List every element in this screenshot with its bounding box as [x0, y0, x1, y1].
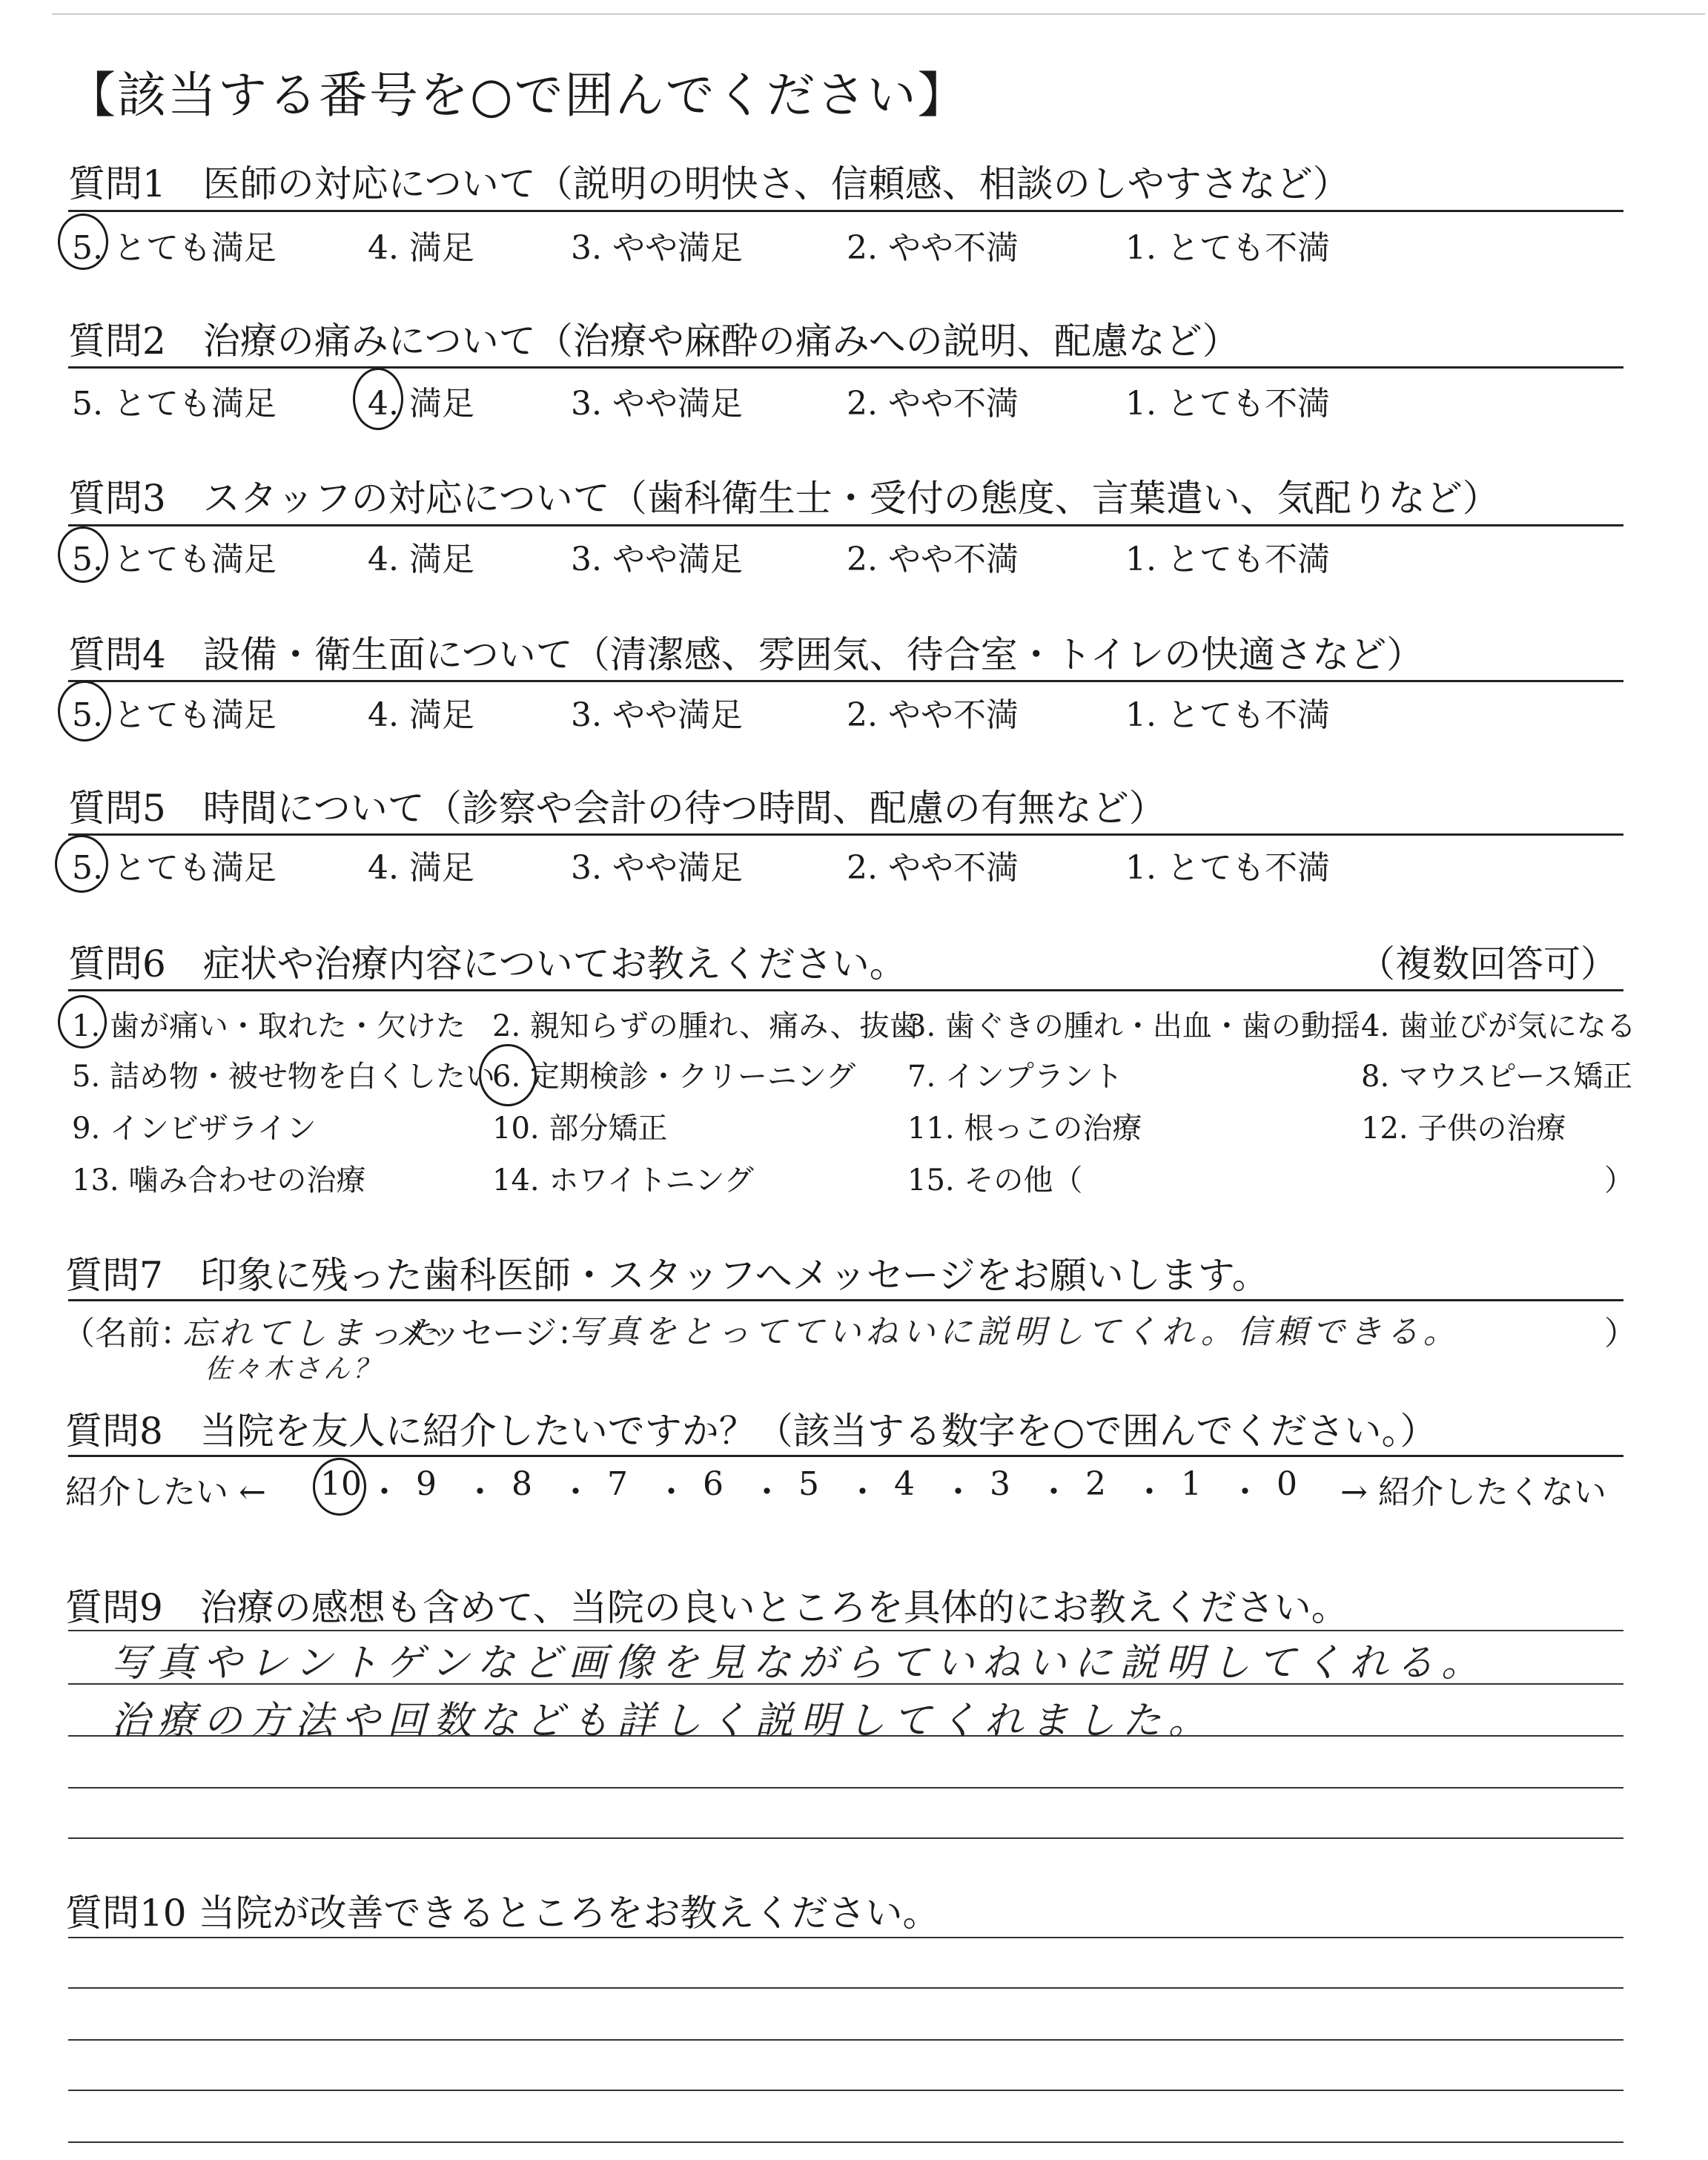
q2-selection-circle — [353, 368, 403, 430]
top-border — [52, 13, 1705, 15]
q9-line-4 — [68, 1787, 1623, 1789]
q8-scale-separator: ・ — [750, 1473, 784, 1511]
q6-option-5[interactable]: 5. 詰め物・被せ物を白くしたい — [72, 1060, 495, 1094]
q1-option-2[interactable]: 2. やや不満 — [847, 229, 1019, 267]
q3-rule — [68, 524, 1623, 526]
q1-rule — [68, 210, 1623, 212]
q7-name-value[interactable]: 忘れてしまった — [182, 1315, 442, 1353]
q8-scale-value-0[interactable]: 0 — [1277, 1465, 1297, 1503]
q10-line-3 — [68, 2039, 1623, 2041]
q6-rule — [68, 989, 1623, 991]
q8-left-label: 紹介したい ← — [65, 1473, 266, 1511]
q3-selection-circle — [58, 526, 108, 583]
q2-option-1[interactable]: 1. とても不満 — [1125, 385, 1330, 423]
q8-scale-value-5[interactable]: 5 — [798, 1465, 819, 1503]
q6-note: （複数回答可） — [1358, 942, 1618, 985]
q1-option-5[interactable]: 5. とても満足 — [72, 229, 277, 267]
q2-rule — [68, 366, 1623, 369]
q3-title: 質問3 スタッフの対応について（歯科衛生士・受付の態度、言葉遣い、気配りなど） — [68, 477, 1500, 520]
q8-scale-value-4[interactable]: 4 — [894, 1465, 915, 1503]
q4-option-3[interactable]: 3. やや満足 — [571, 696, 743, 734]
q6-selection-circle-6 — [479, 1044, 537, 1106]
q9-answer-line-2[interactable]: 治療の方法や回数なども詳しく説明してくれました。 — [111, 1699, 1215, 1743]
q5-option-3[interactable]: 3. やや満足 — [571, 849, 743, 887]
q8-title: 質問8 当院を友人に紹介したいですか？（該当する数字を○で囲んでください。） — [65, 1410, 1437, 1453]
q8-scale-separator: ・ — [368, 1473, 401, 1511]
q1-title: 質問1 医師の対応について（説明の明快さ、信頼感、相談のしやすさなど） — [68, 162, 1350, 205]
q8-scale-value-6[interactable]: 6 — [703, 1465, 724, 1503]
q2-option-3[interactable]: 3. やや満足 — [571, 385, 743, 423]
q7-message-value[interactable]: 写真をとってていねいに説明してくれ。信頼できる。 — [569, 1313, 1460, 1351]
q8-scale-separator: ・ — [1037, 1473, 1070, 1511]
q8-scale-separator: ・ — [463, 1473, 497, 1511]
q6-option-4[interactable]: 4. 歯並びが気になる — [1361, 1009, 1636, 1043]
q9-line-5 — [68, 1837, 1623, 1839]
q2-option-2[interactable]: 2. やや不満 — [847, 385, 1019, 423]
q6-option-15[interactable]: 15. その他（ — [907, 1163, 1083, 1198]
q3-option-5[interactable]: 5. とても満足 — [72, 541, 277, 578]
q5-title: 質問5 時間について（診察や会計の待つ時間、配慮の有無など） — [68, 787, 1166, 830]
q1-option-3[interactable]: 3. やや満足 — [571, 229, 743, 267]
q5-selection-circle — [55, 835, 108, 893]
q1-option-4[interactable]: 4. 満足 — [368, 229, 474, 267]
q8-scale-separator: ・ — [941, 1473, 975, 1511]
q3-option-2[interactable]: 2. やや不満 — [847, 541, 1019, 578]
q5-option-5[interactable]: 5. とても満足 — [72, 849, 277, 887]
q10-line-1 — [68, 1937, 1623, 1938]
q1-option-1[interactable]: 1. とても不満 — [1125, 229, 1330, 267]
q4-rule — [68, 680, 1623, 682]
q8-selection-circle — [313, 1458, 366, 1516]
q10-line-4 — [68, 2090, 1623, 2091]
q9-title: 質問9 治療の感想も含めて、当院の良いところを具体的にお教えください。 — [65, 1586, 1348, 1629]
q7-name-label: （名前： — [62, 1315, 193, 1353]
q6-title: 質問6 症状や治療内容についてお教えください。 — [68, 942, 907, 985]
q8-scale-separator: ・ — [846, 1473, 879, 1511]
q8-rule — [68, 1455, 1623, 1457]
page-title: 【該当する番号を○で囲んでください】 — [67, 67, 968, 124]
q6-option-11[interactable]: 11. 根っこの治療 — [907, 1112, 1142, 1146]
q3-option-3[interactable]: 3. やや満足 — [571, 541, 743, 578]
q8-scale-value-10[interactable]: 10 — [320, 1465, 362, 1503]
q8-scale-value-2[interactable]: 2 — [1085, 1465, 1106, 1503]
q5-option-2[interactable]: 2. やや不満 — [847, 849, 1019, 887]
q4-option-1[interactable]: 1. とても不満 — [1125, 696, 1330, 734]
q6-option-2[interactable]: 2. 親知らずの腫れ、痛み、抜歯 — [492, 1009, 919, 1043]
q7-name-value-2: 佐々木さん？ — [205, 1354, 383, 1384]
q6-option-10[interactable]: 10. 部分矯正 — [492, 1112, 668, 1146]
q6-option-9[interactable]: 9. インビザライン — [72, 1112, 317, 1146]
q7-close-paren: ） — [1604, 1315, 1637, 1353]
q6-option-13[interactable]: 13. 噛み合わせの治療 — [72, 1163, 366, 1198]
q3-option-1[interactable]: 1. とても不満 — [1125, 541, 1330, 578]
q5-rule — [68, 833, 1623, 836]
q4-option-4[interactable]: 4. 満足 — [368, 696, 474, 734]
q7-rule — [68, 1299, 1623, 1301]
q6-option-3[interactable]: 3. 歯ぐきの腫れ・出血・歯の動揺 — [907, 1009, 1360, 1043]
q6-option-12[interactable]: 12. 子供の治療 — [1361, 1112, 1566, 1146]
q8-scale-separator: ・ — [559, 1473, 592, 1511]
q8-scale-separator: ・ — [1228, 1473, 1262, 1511]
q4-option-5[interactable]: 5. とても満足 — [72, 696, 277, 734]
q5-option-1[interactable]: 1. とても不満 — [1125, 849, 1330, 887]
q2-title: 質問2 治療の痛みについて（治療や麻酔の痛みへの説明、配慮など） — [68, 320, 1239, 363]
q4-selection-circle — [58, 681, 111, 742]
q4-option-2[interactable]: 2. やや不満 — [847, 696, 1019, 734]
q7-message-label: メッセージ： — [396, 1315, 590, 1353]
q6-option-8[interactable]: 8. マウスピース矯正 — [1361, 1060, 1633, 1094]
q8-scale-separator: ・ — [1133, 1473, 1166, 1511]
q9-answer-line-1[interactable]: 写真やレントゲンなど画像を見ながらていねいに説明してくれる。 — [111, 1641, 1488, 1685]
q10-line-5 — [68, 2141, 1623, 2143]
q2-option-4[interactable]: 4. 満足 — [368, 385, 474, 423]
q6-option-6[interactable]: 6. 定期検診・クリーニング — [492, 1060, 856, 1094]
q6-selection-circle-1 — [58, 995, 107, 1048]
q8-scale-value-1[interactable]: 1 — [1181, 1465, 1202, 1503]
q10-title: 質問10 当院が改善できるところをお教えください。 — [65, 1892, 940, 1935]
q3-option-4[interactable]: 4. 満足 — [368, 541, 474, 578]
q8-scale-value-9[interactable]: 9 — [416, 1465, 437, 1503]
q6-option-7[interactable]: 7. インプラント — [907, 1060, 1123, 1094]
q8-scale-value-3[interactable]: 3 — [990, 1465, 1010, 1503]
q6-option-15-close: ） — [1604, 1163, 1634, 1198]
q6-option-1[interactable]: 1. 歯が痛い・取れた・欠けた — [72, 1009, 466, 1043]
q8-right-label: → 紹介したくない — [1340, 1473, 1606, 1511]
q7-title: 質問7 印象に残った歯科医師・スタッフへメッセージをお願いします。 — [65, 1254, 1269, 1297]
q6-option-14[interactable]: 14. ホワイトニング — [492, 1163, 754, 1198]
q10-line-2 — [68, 1987, 1623, 1989]
q5-option-4[interactable]: 4. 満足 — [368, 849, 474, 887]
q4-title: 質問4 設備・衛生面について（清潔感、雰囲気、待合室・トイレの快適さなど） — [68, 633, 1424, 676]
q2-option-5[interactable]: 5. とても満足 — [72, 385, 277, 423]
q8-scale-value-8[interactable]: 8 — [512, 1465, 532, 1503]
q8-scale-separator: ・ — [655, 1473, 688, 1511]
q8-scale-value-7[interactable]: 7 — [607, 1465, 628, 1503]
q1-selection-circle — [58, 214, 108, 270]
